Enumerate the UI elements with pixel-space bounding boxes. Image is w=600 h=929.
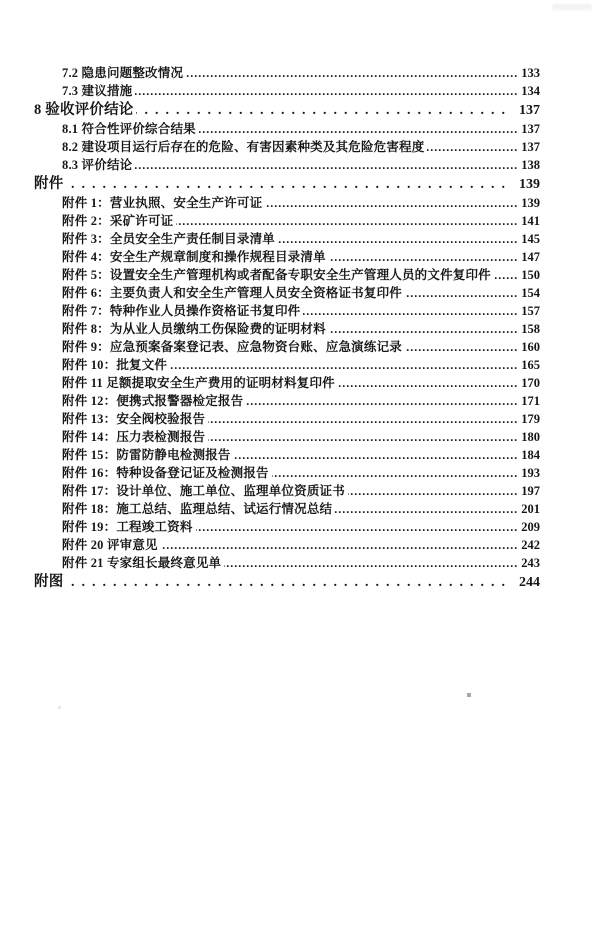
toc-entry-page: 137 [519, 103, 540, 118]
toc-row [34, 230, 540, 248]
toc-entry-label: 附件 21 专家组长最终意见单 [62, 556, 222, 570]
toc-row [34, 212, 540, 230]
dot-leader [208, 410, 518, 428]
toc-entry-label: 8 验收评价结论 [34, 102, 134, 118]
dot-leader [135, 82, 518, 100]
toc-entry-label: 附件 15：防雷防静电检测报告 [62, 448, 231, 462]
toc-entry-page: 243 [521, 556, 540, 570]
dot-leader [303, 302, 518, 320]
toc-entry-label: 附件 7：特种作业人员操作资格证书复印件 [62, 304, 301, 318]
toc-row [34, 392, 540, 410]
toc-row [34, 554, 540, 572]
toc-row [34, 100, 540, 120]
dot-leader [136, 100, 512, 121]
dot-leader [186, 64, 518, 82]
dot-leader [348, 482, 518, 500]
toc-row [34, 156, 540, 174]
toc-row [34, 374, 540, 392]
toc-entry-label: 附件 8：为从业人员缴纳工伤保险费的证明材料 [62, 322, 326, 336]
toc-entry-label: 附件 18：施工总结、监理总结、试运行情况总结 [62, 502, 333, 516]
toc-entry-label: 8.1 符合性评价综合结果 [62, 122, 196, 136]
toc-entry-label: 附件 11 足额提取安全生产费用的证明材料复印件 [62, 376, 335, 390]
toc-row [34, 194, 540, 212]
toc-entry-page: 137 [521, 122, 540, 136]
dot-leader [170, 356, 518, 374]
dot-leader [66, 174, 512, 195]
dot-leader [335, 500, 518, 518]
toc-row [34, 428, 540, 446]
dot-leader [405, 284, 518, 302]
toc-row [34, 410, 540, 428]
toc-entry-page: 139 [521, 196, 540, 210]
toc-entry-page: 180 [521, 430, 540, 444]
toc-entry-page: 193 [521, 466, 540, 480]
toc-entry-page: 184 [521, 448, 540, 462]
dot-leader [427, 138, 518, 156]
dot-leader [246, 392, 518, 410]
toc-entry-label: 附件 4：安全生产规章制度和操作规程目录清单 [62, 250, 326, 264]
toc-row [34, 572, 540, 592]
toc-row [34, 302, 540, 320]
toc-entry-label: 附件 2：采矿许可证 [62, 214, 174, 228]
toc-row [34, 320, 540, 338]
toc-entry-page: 197 [521, 484, 540, 498]
dot-leader [224, 554, 518, 572]
toc-row [34, 500, 540, 518]
toc-entry-label: 附件 13：安全阀校验报告 [62, 412, 206, 426]
dot-leader [494, 266, 518, 284]
dot-leader [199, 120, 518, 138]
dot-leader [265, 194, 518, 212]
toc-entry-label: 附件 3：全员安全生产责任制目录清单 [62, 232, 275, 246]
toc-row [34, 284, 540, 302]
toc-row [34, 464, 540, 482]
toc-entry-label: 7.2 隐患问题整改情况 [62, 66, 184, 80]
dot-leader [208, 428, 518, 446]
scan-artifact-smudge [552, 4, 592, 10]
toc-row [34, 82, 540, 100]
toc-entry-page: 145 [521, 232, 540, 246]
toc-row [34, 64, 540, 82]
toc-entry-label: 附件 20 评审意见 [62, 538, 158, 552]
toc-entry-label: 附件 5：设置安全生产管理机构或者配备专职安全生产管理人员的文件复印件 [62, 268, 491, 282]
toc-entry-label: 附件 17：设计单位、施工单位、监理单位资质证书 [62, 484, 345, 498]
dot-leader [161, 536, 518, 554]
toc-entry-page: 171 [521, 394, 540, 408]
toc-entry-page: 244 [519, 575, 540, 590]
toc-row [34, 120, 540, 138]
toc-entry-page: 165 [521, 358, 540, 372]
toc-row [34, 266, 540, 284]
toc-entry-page: 150 [521, 268, 540, 282]
dot-leader [272, 464, 519, 482]
toc-entry-label: 附件 12：便携式报警器检定报告 [62, 394, 244, 408]
toc-entry-label: 7.3 建议措施 [62, 84, 133, 98]
dot-leader [234, 446, 519, 464]
scan-artifact-dot [58, 706, 61, 709]
dot-leader [176, 212, 518, 230]
toc-row [34, 536, 540, 554]
dot-leader [405, 338, 518, 356]
toc-row [34, 248, 540, 266]
toc-entry-label: 附件 6：主要负责人和安全生产管理人员安全资格证书复印件 [62, 286, 402, 300]
toc-entry-page: 170 [521, 376, 540, 390]
toc-row [34, 338, 540, 356]
toc-row [34, 482, 540, 500]
toc-entry-label: 附件 1：营业执照、安全生产许可证 [62, 196, 263, 210]
toc-entry-page: 154 [521, 286, 540, 300]
toc-entry-page: 147 [521, 250, 540, 264]
toc-entry-page: 138 [521, 158, 540, 172]
toc-entry-label: 附件 9：应急预案备案登记表、应急物资台账、应急演练记录 [62, 340, 402, 354]
toc-entry-page: 134 [521, 84, 540, 98]
toc-entry-page: 201 [521, 502, 540, 516]
toc-entry-label: 附件 10：批复文件 [62, 358, 168, 372]
toc-entry-label: 附件 [34, 176, 64, 192]
toc-entry-page: 133 [521, 66, 540, 80]
toc-entry-label: 附件 16：特种设备登记证及检测报告 [62, 466, 269, 480]
toc-entry-page: 209 [521, 520, 540, 534]
toc-entry-page: 179 [521, 412, 540, 426]
dot-leader [329, 248, 518, 266]
toc-row [34, 446, 540, 464]
toc-row [34, 518, 540, 536]
dot-leader [278, 230, 518, 248]
dot-leader [338, 374, 518, 392]
toc-entry-label: 附件 14：压力表检测报告 [62, 430, 206, 444]
dot-leader [329, 320, 518, 338]
dot-leader [135, 156, 518, 174]
toc-entry-page: 157 [521, 304, 540, 318]
toc-entry-label: 8.3 评价结论 [62, 158, 133, 172]
dot-leader [66, 572, 512, 593]
scan-artifact-dot [467, 693, 471, 697]
toc-entry-label: 附件 19：工程竣工资料 [62, 520, 193, 534]
dot-leader [196, 518, 519, 536]
toc-row [34, 138, 540, 156]
toc-row [34, 174, 540, 194]
toc-entry-page: 160 [521, 340, 540, 354]
toc-entry-page: 158 [521, 322, 540, 336]
toc-entry-page: 139 [519, 177, 540, 192]
toc-entry-page: 242 [521, 538, 540, 552]
table-of-contents [34, 64, 540, 592]
toc-entry-label: 8.2 建设项目运行后存在的危险、有害因素种类及其危险危害程度 [62, 140, 425, 154]
toc-entry-label: 附图 [34, 574, 64, 590]
toc-entry-page: 137 [521, 140, 540, 154]
toc-entry-page: 141 [521, 214, 540, 228]
toc-row [34, 356, 540, 374]
